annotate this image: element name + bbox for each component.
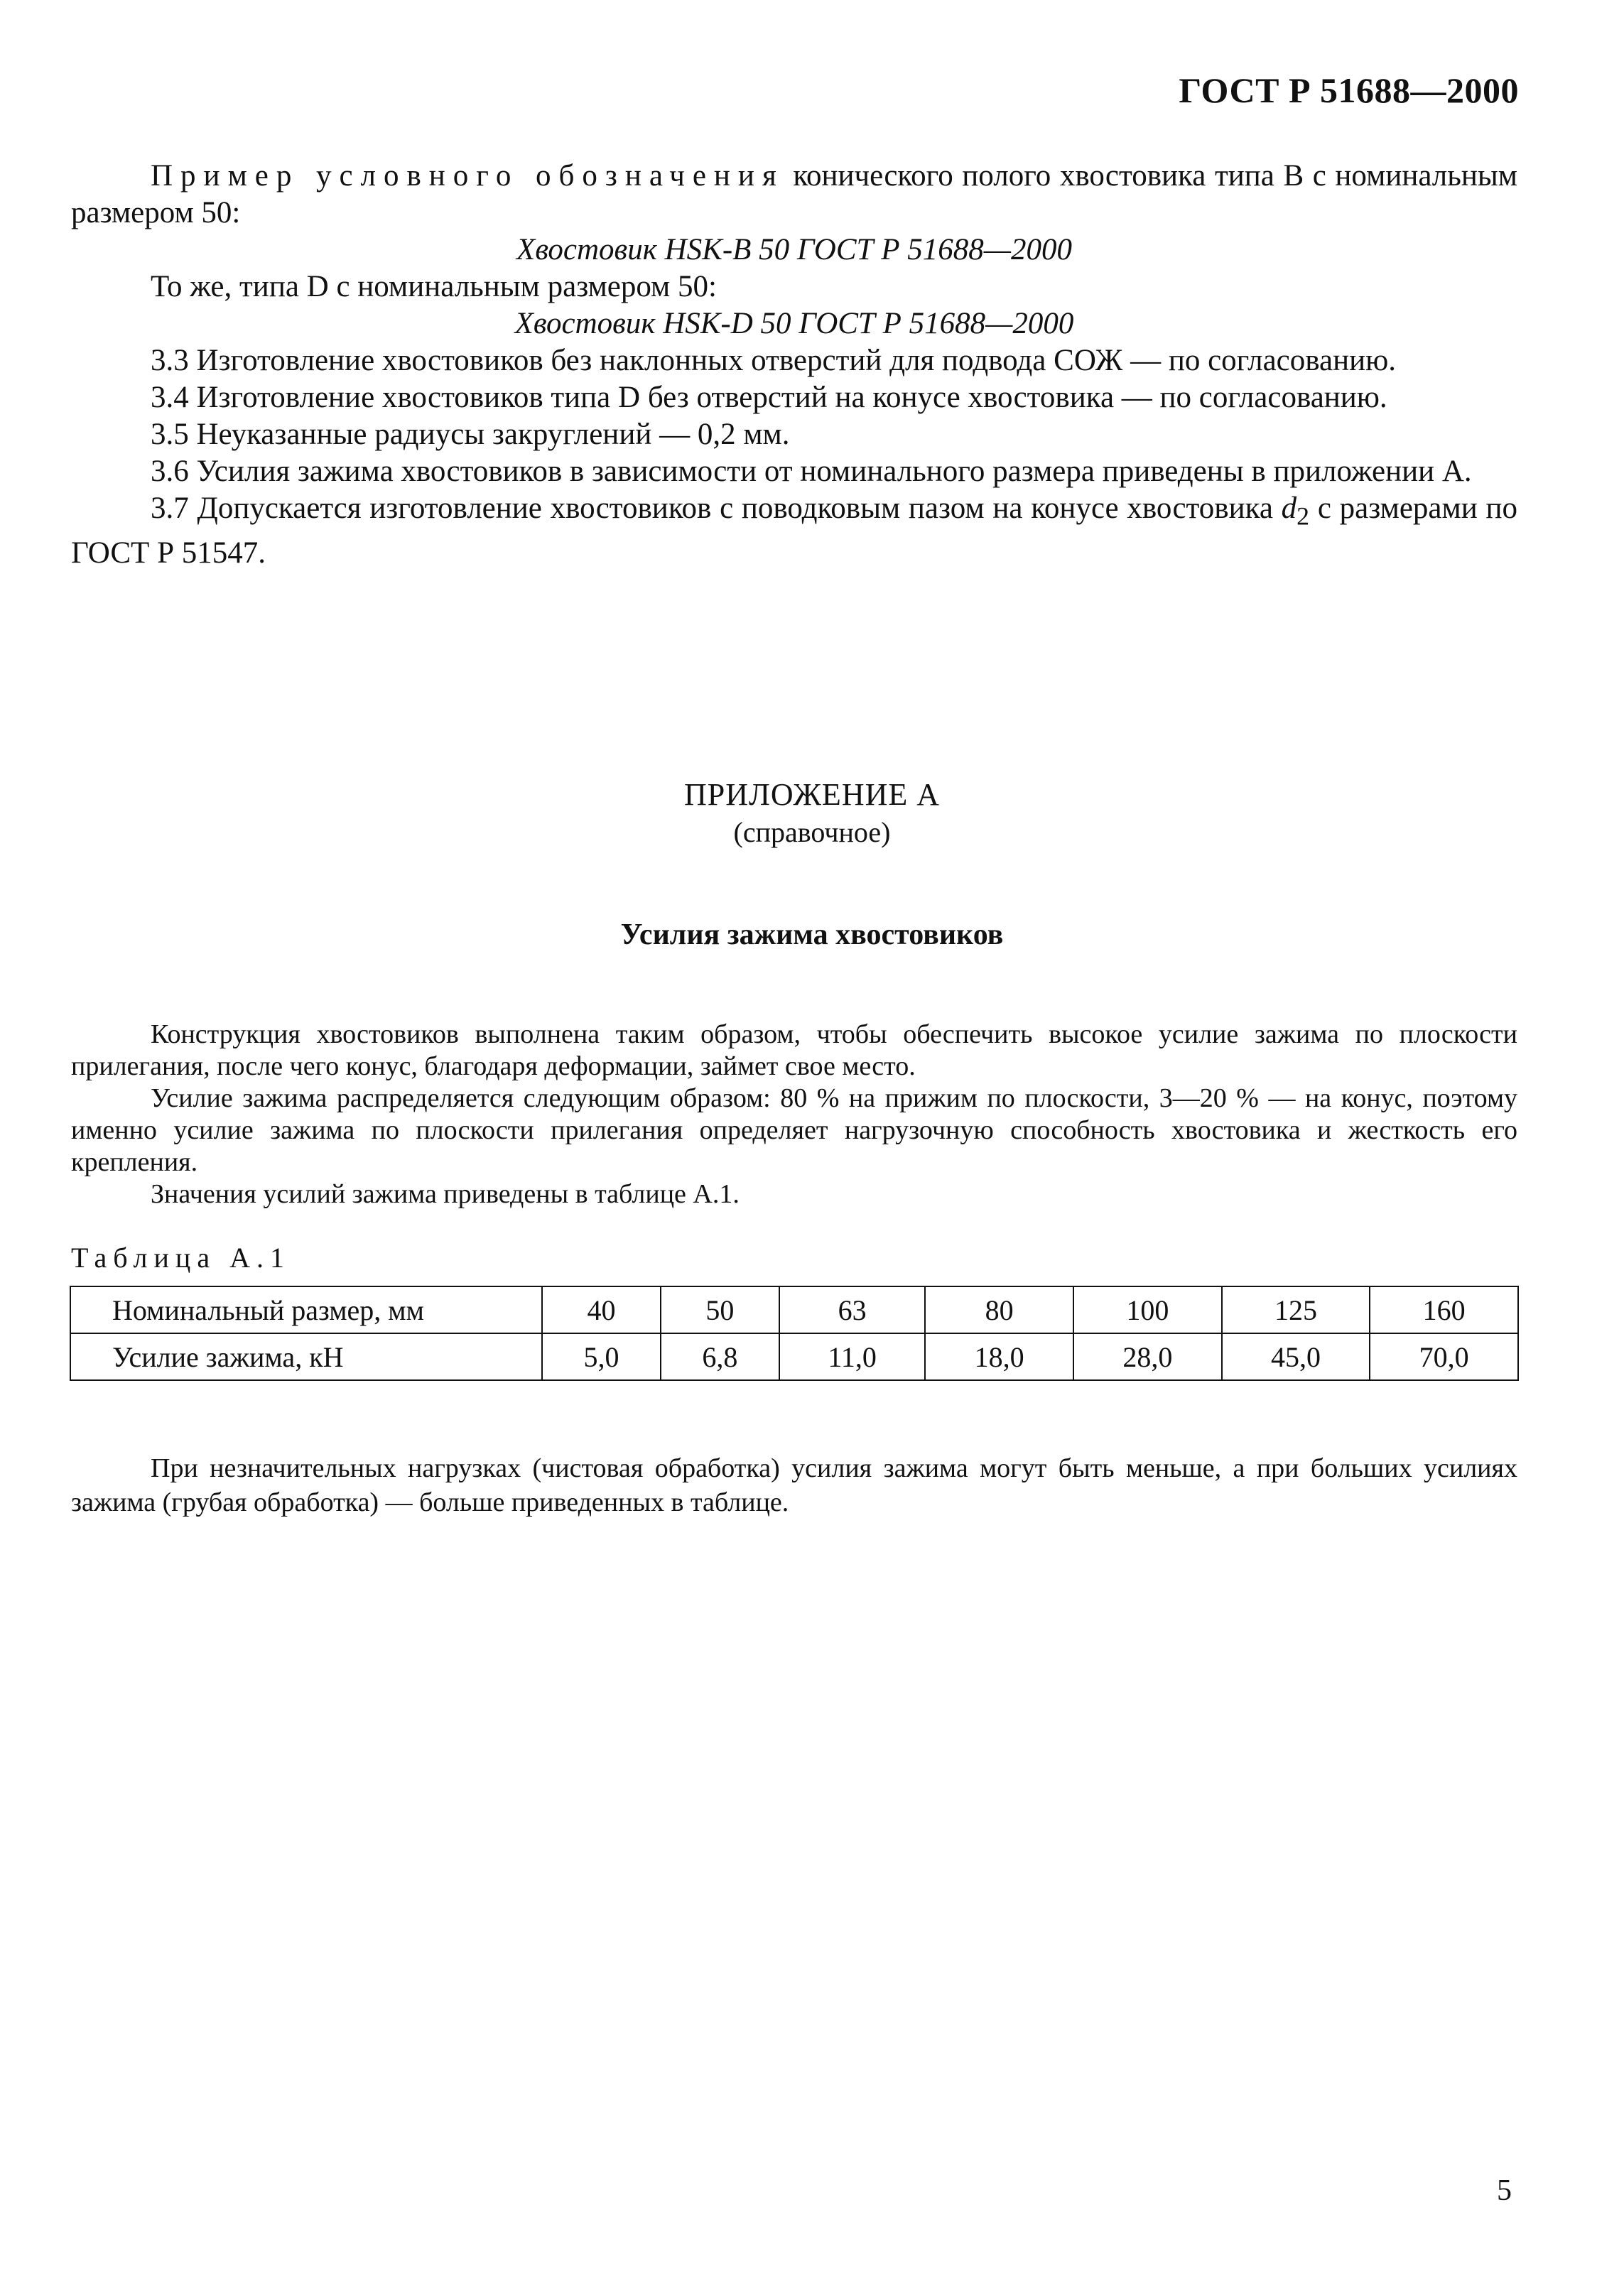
table-cell: 28,0 [1073, 1333, 1222, 1380]
table-cell: 160 [1370, 1286, 1518, 1333]
appendix-paragraph-3: Значения усилий зажима приведены в таблице А.1. [151, 1179, 740, 1209]
appendix-heading: Усилия зажима хвостовиков [620, 918, 1004, 951]
appendix-subtitle: (справочное) [733, 816, 891, 848]
appendix-paragraph-1: Конструкция хвостовиков выполнена таким образом, чтобы обеспечить высокое усилие зажима по плоскости прилегания, после чего конус, благодаря деформации, займет свое место. [71, 1019, 1517, 1081]
table-cell: 100 [1073, 1286, 1222, 1333]
example-paragraph [71, 158, 1517, 232]
table-cell: 125 [1222, 1286, 1370, 1333]
table-row-clamping-force [70, 1333, 1518, 1380]
table-cell: 50 [661, 1286, 779, 1333]
table-cell: 18,0 [925, 1333, 1073, 1380]
clause-3-6: 3.6 Усилия зажима хвостовиков в зависимости от номинального размера приведены в приложении А. [151, 455, 1472, 488]
designation-type-d: Хвостовик HSK-D 50 ГОСТ Р 51688—2000 [514, 307, 1074, 340]
clause-3-3: 3.3 Изготовление хвостовиков без наклонных отверстий для подвода СОЖ — по согласованию. [151, 344, 1396, 377]
section-3-clauses [71, 158, 1517, 572]
clause-3-7-symbol: d [1281, 492, 1297, 525]
example-label: Пример условного обозначения [151, 159, 784, 193]
table-cell: 63 [779, 1286, 926, 1333]
clause-3-7 [71, 490, 1517, 572]
table-cell: 80 [925, 1286, 1073, 1333]
same-type-d-line: То же, типа D с номинальным размером 50: [151, 270, 717, 303]
appendix-title: ПРИЛОЖЕНИЕ А [683, 777, 941, 812]
table-cell: 6,8 [661, 1333, 779, 1380]
table-cell: 40 [542, 1286, 661, 1333]
page-number: 5 [1497, 2174, 1512, 2207]
table-cell: 45,0 [1222, 1333, 1370, 1380]
clause-3-7-text: 3.7 Допускается изготовление хвостовиков с поводковым пазом на конусе хвостовика [151, 492, 1282, 525]
table-row-nominal-size [70, 1286, 1518, 1333]
clamping-force-table [70, 1286, 1519, 1381]
appendix-body [71, 1019, 1517, 1210]
closing-paragraph: При незначительных нагрузках (чистовая обработка) усилия зажима могут быть меньше, а при больших усилиях зажима (грубая обработка) — больше приведенных в таблице. [71, 1453, 1517, 1517]
table-cell: 11,0 [779, 1333, 926, 1380]
document-code-header: ГОСТ Р 51688—2000 [1179, 70, 1519, 110]
example-rest: конического полого хвостовика типа В с номинальным размером 50: [71, 159, 1517, 229]
table-caption: Таблица А.1 [71, 1242, 291, 1274]
clause-3-7-end: с размерами по ГОСТ Р 51547. [71, 492, 1517, 570]
appendix-paragraph-2: Усилие зажима распределяется следующим образом: 80 % на прижим по плоскости, 3—20 % — на конус, поэтому именно усилие зажима по плоскости прилегания определяет нагрузочную способность хвостовика и жесткость его крепления. [71, 1083, 1517, 1177]
clause-3-5: 3.5 Неуказанные радиусы закруглений — 0,2 мм. [151, 418, 790, 451]
clause-3-7-subscript: 2 [1297, 501, 1310, 531]
row-header-clamping-force: Усилие зажима, кН [70, 1333, 542, 1380]
closing-paragraph-block [71, 1451, 1517, 1519]
designation-type-b: Хвостовик HSK-B 50 ГОСТ Р 51688—2000 [516, 233, 1072, 266]
row-header-nominal-size: Номинальный размер, мм [70, 1286, 542, 1333]
table-cell: 70,0 [1370, 1333, 1518, 1380]
table-cell: 5,0 [542, 1333, 661, 1380]
clause-3-4: 3.4 Изготовление хвостовиков типа D без отверстий на конусе хвостовика — по согласованию. [151, 381, 1387, 414]
